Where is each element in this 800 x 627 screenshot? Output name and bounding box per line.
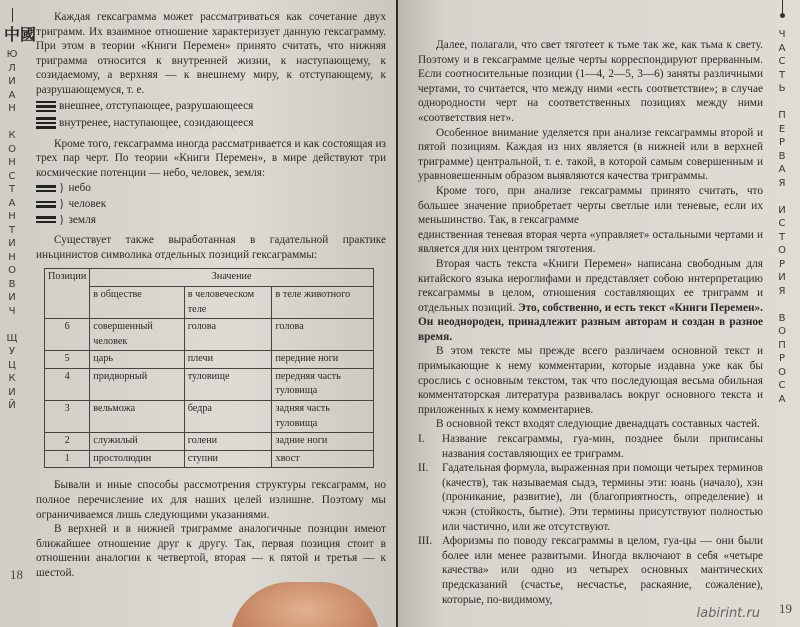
paragraph: Каждая гексаграмма может рассматриваться как сочетание двух триграмм. Их взаимное отношение характеризует данную гексаграмму. При этом в теории «Книги Перемен» принято считать, что нижняя триграмма относится к внутренней жизни, к наступающему, к созидаемому, а верхняя — к внешнему миру, к отступающему, к разрушающемуся, т. е.: [36, 11, 386, 96]
cell-human: голова: [184, 319, 272, 351]
cell-human: туловище: [184, 368, 272, 400]
trigram-icon: [36, 99, 56, 115]
spine-letter: [774, 190, 790, 204]
cell-society: простолюдин: [90, 450, 184, 468]
spine-letter: Р: [778, 137, 786, 148]
spine-letter: В: [8, 278, 16, 290]
author-spine-label: [4, 48, 20, 413]
trigram-label: внутренее, наступающее, созидающееся: [59, 116, 254, 129]
spine-letter: Я: [778, 285, 786, 297]
list-number: I.: [418, 433, 425, 446]
thumb-photo: [230, 582, 380, 627]
spine-letter: Ц: [8, 359, 16, 371]
list-text: Название гексаграммы, гуа-мин, позднее были приписаны названия составляющих ее триграмм.: [442, 433, 763, 460]
corner-mark: 中國: [4, 25, 37, 44]
page-number: 19: [779, 601, 792, 616]
spine-letter: С: [778, 218, 786, 229]
cell-society: служилый: [90, 433, 184, 451]
bold-statement: Это, собственно, и есть текст «Книги Перемен». Он неоднороден, принадлежит разным авторам и создан в разное время.: [418, 301, 763, 343]
spine-letter: Щ: [6, 332, 18, 344]
header-animal: в теле животного: [272, 286, 374, 318]
spine-letter: И: [778, 272, 786, 283]
cell-human: ступни: [184, 450, 272, 468]
spine-letter: И: [8, 238, 16, 249]
paragraph: Кроме того, гексаграмма иногда рассматривается и как состоящая из трех пар черт. По теории «Книги Перемен», в мире действуют три космические потенции — небо, человек, земля:: [36, 137, 386, 179]
spine-letter: Н: [8, 157, 16, 168]
spine-letter: С: [778, 380, 786, 391]
header-rule: [12, 8, 13, 22]
page-number: 18: [10, 567, 23, 582]
spine-letter: О: [778, 326, 786, 337]
header-meaning: Значение: [90, 269, 374, 287]
spine-letter: [774, 96, 790, 110]
spine-letter: А: [8, 89, 16, 101]
cell-society: совершенный человек: [90, 319, 184, 351]
header-society: в обществе: [90, 286, 184, 318]
pair-earth: } земля: [36, 213, 386, 228]
trigram-line-outer: [36, 99, 386, 115]
cell-animal: голова: [272, 319, 374, 351]
paragraph: Бывали и иные способы рассмотрения структуры гексаграмм, но полное перечисление их для наших целей излишне. Поэтому мы ограничиваемся лишь следующими указаниями.: [36, 479, 386, 521]
trigram-icon: [36, 115, 56, 131]
table-row: [45, 319, 374, 351]
spine-letter: Т: [778, 69, 786, 81]
spine-letter: Ч: [8, 305, 16, 317]
spine-letter: И: [8, 292, 16, 303]
spine-letter: Й: [8, 400, 16, 411]
pair-label: небо: [68, 182, 91, 195]
spine-letter: В: [778, 312, 786, 324]
spine-letter: Я: [778, 177, 786, 189]
spine-letter: П: [778, 339, 786, 351]
paragraph: Существует также выработанная в гадательной практике иньцинистов символика отдельных позиций гексаграммы:: [36, 234, 386, 261]
header-positions: Позиции: [45, 269, 90, 319]
spine-letter: Ь: [778, 83, 786, 94]
watermark: labirint.ru: [696, 606, 760, 621]
left-page: [0, 0, 396, 627]
spine-letter: [4, 318, 20, 332]
trigram-label: внешнее, отступающее, разрушающееся: [59, 100, 254, 113]
table-row: [45, 351, 374, 369]
spine-letter: О: [778, 245, 786, 256]
spine-letter: А: [778, 393, 786, 405]
pair-sky: } небо: [36, 181, 386, 196]
spine-letter: А: [778, 164, 786, 175]
cell-position: 2: [45, 433, 90, 451]
paragraph-part: единственная теневая вторая черта «управляет» остальными чертами и является для них центром тяготения.: [418, 228, 763, 256]
list-text: Гадательная формула, выраженная при помощи четырех терминов (качеств), так называемая сыдэ, термины эти: юань (начало), хэн (проникание, развитие), ли (благоприятность, определение) и чжэн (стойкость, бытие). Эти термины присутствуют полностью или частично, или же отсутствуют.: [442, 462, 763, 533]
list-text: Афоризмы по поводу гексаграммы в целом, гуа-цы — они были более или менее развитыми. Иногда включают в себя «четыре качества» или одно из четырех основных мантических предсказаний (счастье, несчастье, раскаяние, сожаление), которые, по-видимому,: [442, 535, 763, 606]
spine-letter: Т: [8, 184, 16, 195]
spine-letter: [774, 298, 790, 312]
paragraph: Далее, полагали, что свет тяготеет к тьме так же, как тьма к свету. Поэтому и в гексаграмме целые черты корреспондируют прерванным. Если соотносительные позиции (1—4, 2—5, 3—6) заняты различными чертами, то считается, что между ними «есть соответствие»; в случае однородности черт на соответственных позициях между ними «соответствия нет».: [418, 39, 763, 124]
paragraph-part: Кроме того, при анализе гексаграммы принято считать, что большее значение приобретает черты светлые или теневые, если их меньшинство. Так, в гексаграмме: [418, 184, 763, 227]
cell-human: бедра: [184, 401, 272, 433]
part-spine-label: [774, 28, 790, 406]
left-body: [36, 10, 386, 581]
cell-animal: хвост: [272, 450, 374, 468]
cell-position: 1: [45, 450, 90, 468]
cell-human: голени: [184, 433, 272, 451]
cell-position: 6: [45, 319, 90, 351]
cell-position: 3: [45, 401, 90, 433]
trigram-line-inner: [36, 115, 386, 131]
spine-letter: Л: [8, 62, 16, 74]
spine-letter: И: [8, 76, 16, 87]
spine-letter: А: [778, 42, 786, 54]
spine-letter: О: [8, 265, 16, 276]
spine-letter: О: [8, 143, 16, 155]
cell-animal: передняя часть туловища: [272, 368, 374, 400]
list-item: [418, 534, 763, 607]
table-row: [45, 450, 374, 468]
line-pair-icon: [36, 199, 56, 210]
header-rule: [782, 0, 783, 14]
spine-letter: У: [8, 346, 16, 357]
spine-letter: К: [8, 373, 16, 384]
spine-letter: В: [778, 150, 786, 162]
spine-letter: И: [778, 204, 786, 216]
spine-letter: С: [778, 56, 786, 67]
spine-letter: Н: [8, 211, 16, 222]
header-dot: [780, 13, 785, 18]
pair-label: земля: [68, 213, 96, 226]
spine-letter: О: [778, 366, 786, 378]
spine-letter: А: [8, 197, 16, 209]
spine-letter: Н: [8, 251, 16, 263]
list-number: II.: [418, 462, 429, 475]
list-item: [418, 432, 763, 461]
spine-letter: [4, 116, 20, 130]
spine-letter: К: [8, 130, 16, 141]
cell-animal: передние ноги: [272, 351, 374, 369]
spine-letter: Е: [778, 123, 786, 135]
pair-man: } человек: [36, 197, 386, 212]
list-item: [418, 461, 763, 534]
line-pair-icon: [36, 183, 56, 194]
cell-human: плечи: [184, 351, 272, 369]
spine-letter: Т: [778, 231, 786, 243]
positions-table: [44, 268, 374, 468]
pair-label: человек: [68, 197, 107, 210]
cell-position: 5: [45, 351, 90, 369]
cell-society: придворный: [90, 368, 184, 400]
paragraph: В этом тексте мы прежде всего различаем основной текст и примыкающие к нему комментарии, которые издавна уже как бы срослись с основным текстом, так что последующая весьма обильная комментаторская литература развивалась вокруг основного текста и приложенных к нему комментариев.: [418, 345, 763, 416]
header-human: в человеческом теле: [184, 286, 272, 318]
table-row: [45, 433, 374, 451]
right-page: [398, 0, 800, 627]
spine-letter: Н: [8, 103, 16, 114]
cell-animal: задняя часть туловища: [272, 401, 374, 433]
paragraph: [418, 184, 763, 228]
table-row: [45, 401, 374, 433]
spine-letter: Ч: [778, 29, 786, 40]
cell-position: 4: [45, 368, 90, 400]
cell-society: царь: [90, 351, 184, 369]
spine-letter: Р: [778, 258, 786, 270]
paragraph: В основной текст входят следующие двенадцать составных частей.: [436, 418, 760, 431]
spine-letter: И: [8, 386, 16, 398]
paragraph: [418, 257, 763, 345]
paragraph-part: Вторая часть текста «Книги Перемен» написана свободным для китайского языка иероглифами и представляет собою интерпретацию гексаграммы в целом, отношения составляющих ее триграмм и отдельных позиций.: [418, 257, 763, 314]
list-number: III.: [418, 535, 433, 548]
line-pair-icon: [36, 214, 56, 225]
table-row: [45, 368, 374, 400]
cell-animal: задние ноги: [272, 433, 374, 451]
paragraph: В верхней и в нижней триграмме аналогичные позиции имеют ближайшее отношение друг к другу. Так, первая позиция стоит в отношении аналогии к четвертой, вторая — к пятой и третья — к шестой.: [36, 523, 386, 579]
spine-letter: Ю: [6, 49, 18, 60]
spine-letter: П: [778, 110, 786, 121]
spine-letter: С: [8, 170, 16, 182]
spine-letter: Т: [8, 224, 16, 236]
spine-letter: Р: [778, 353, 786, 364]
paragraph: Особенное внимание уделяется при анализе гексаграммы второй и пятой позициям. Каждая из них является (в нижней или в верхней триграмме) центральной, т. е. такой, в которой самым совершенным и уравновешенным образом выявляются качества триграммы.: [418, 126, 763, 183]
right-body: [418, 38, 763, 607]
cell-society: вельможа: [90, 401, 184, 433]
